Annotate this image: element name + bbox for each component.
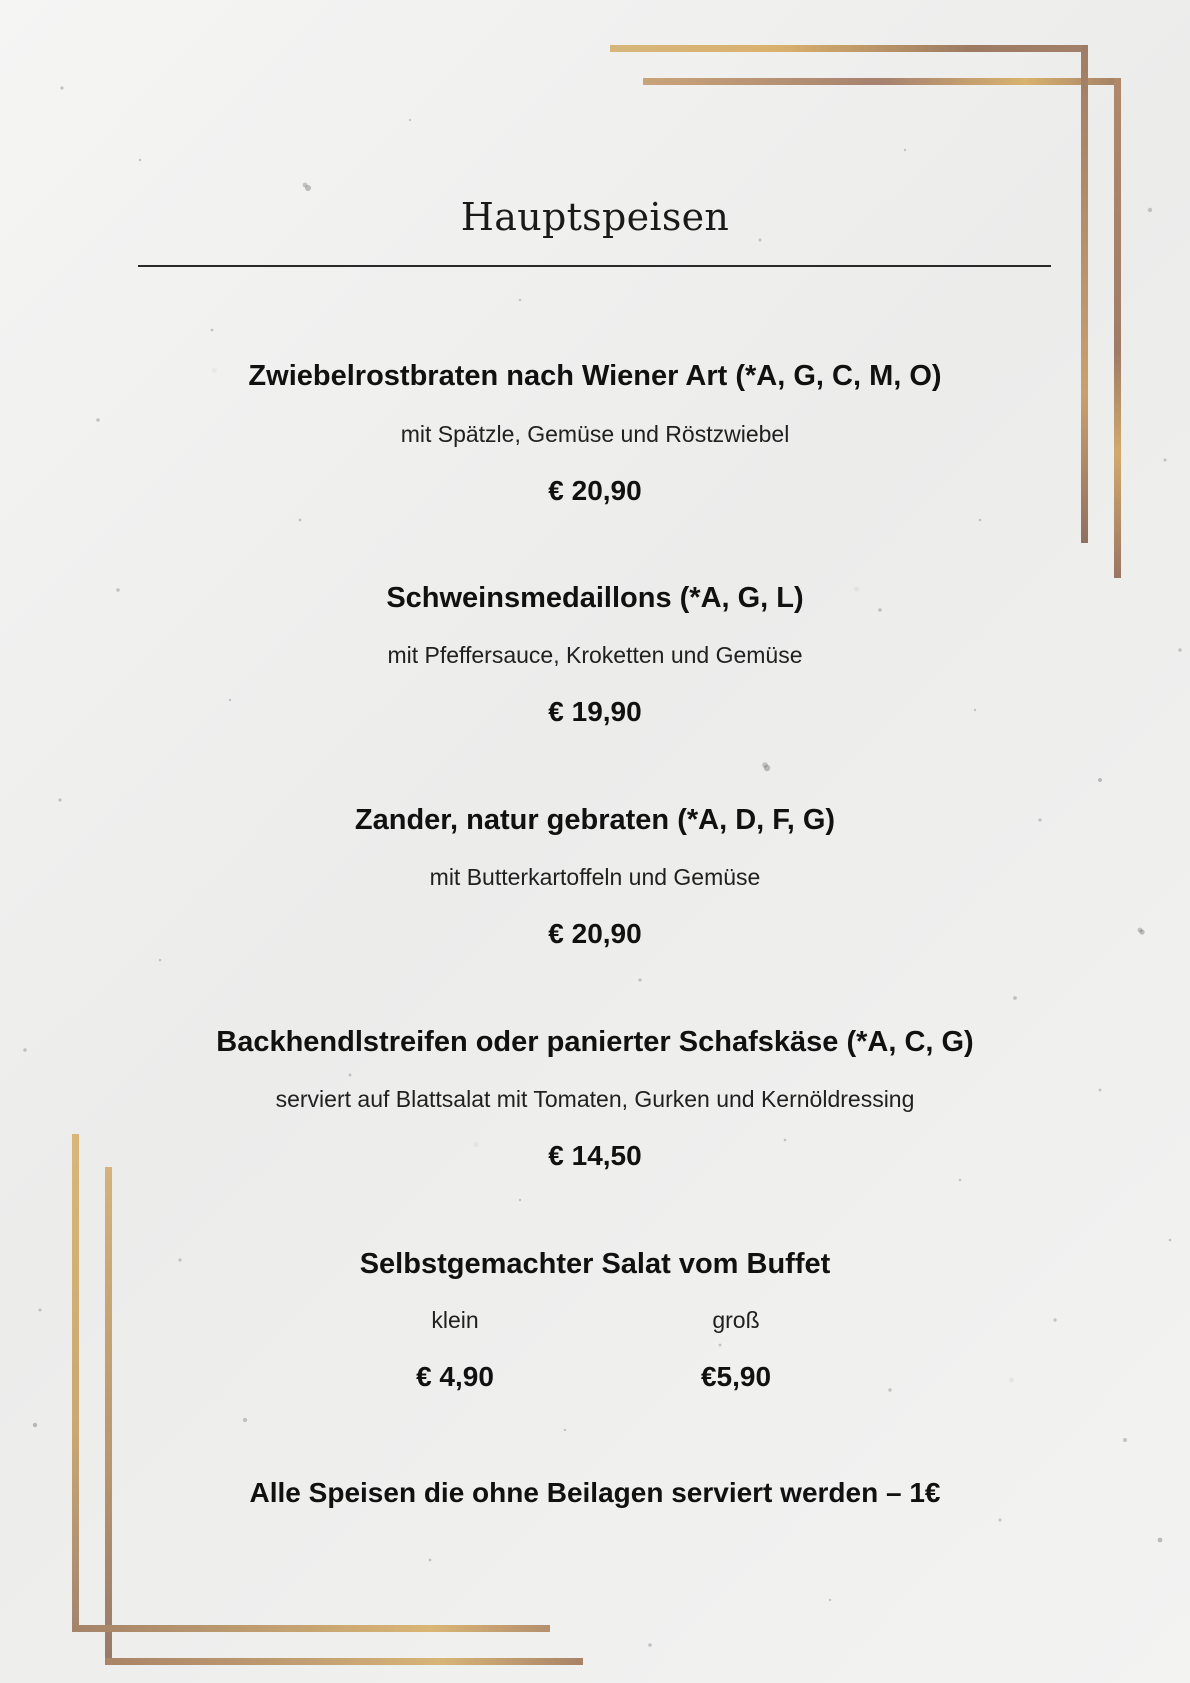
- page-title: Hauptspeisen: [460, 195, 730, 239]
- salad-small-price: € 4,90: [416, 1361, 494, 1392]
- salad-small-label: klein: [431, 1307, 479, 1333]
- dish-description: mit Pfeffersauce, Kroketten und Gemüse: [387, 642, 803, 668]
- side-dish-note: Alle Speisen die ohne Beilagen serviert werden – 1€: [249, 1477, 941, 1508]
- dish-description: serviert auf Blattsalat mit Tomaten, Gurken und Kernöldressing: [275, 1086, 915, 1112]
- dish-description: mit Spätzle, Gemüse und Röstzwiebel: [400, 421, 790, 447]
- gold-frame-line: [105, 1658, 583, 1665]
- dish-name: Zwiebelrostbraten nach Wiener Art (*A, G, C, M, O): [248, 360, 942, 392]
- gold-frame-line: [105, 1167, 112, 1665]
- dish-price: € 20,90: [548, 918, 642, 949]
- gold-frame-line: [643, 78, 1121, 85]
- dish-price: € 20,90: [548, 475, 642, 506]
- dish-price: € 19,90: [548, 696, 642, 727]
- gold-frame-line: [72, 1625, 550, 1632]
- dish-price: € 14,50: [548, 1140, 642, 1171]
- gold-frame-line: [72, 1134, 79, 1632]
- gold-frame-line: [610, 45, 1088, 52]
- dish-name: Zander, natur gebraten (*A, D, F, G): [354, 804, 836, 836]
- dish-name: Schweinsmedaillons (*A, G, L): [386, 582, 804, 614]
- dish-description: mit Butterkartoffeln und Gemüse: [429, 864, 761, 890]
- dish-name: Backhendlstreifen oder panierter Schafskäse (*A, C, G): [216, 1026, 974, 1058]
- gold-frame-line: [1081, 45, 1088, 543]
- salad-large-label: groß: [712, 1307, 760, 1333]
- salad-name: Selbstgemachter Salat vom Buffet: [359, 1248, 831, 1280]
- title-divider: [138, 265, 1051, 267]
- salad-large-price: €5,90: [700, 1361, 772, 1392]
